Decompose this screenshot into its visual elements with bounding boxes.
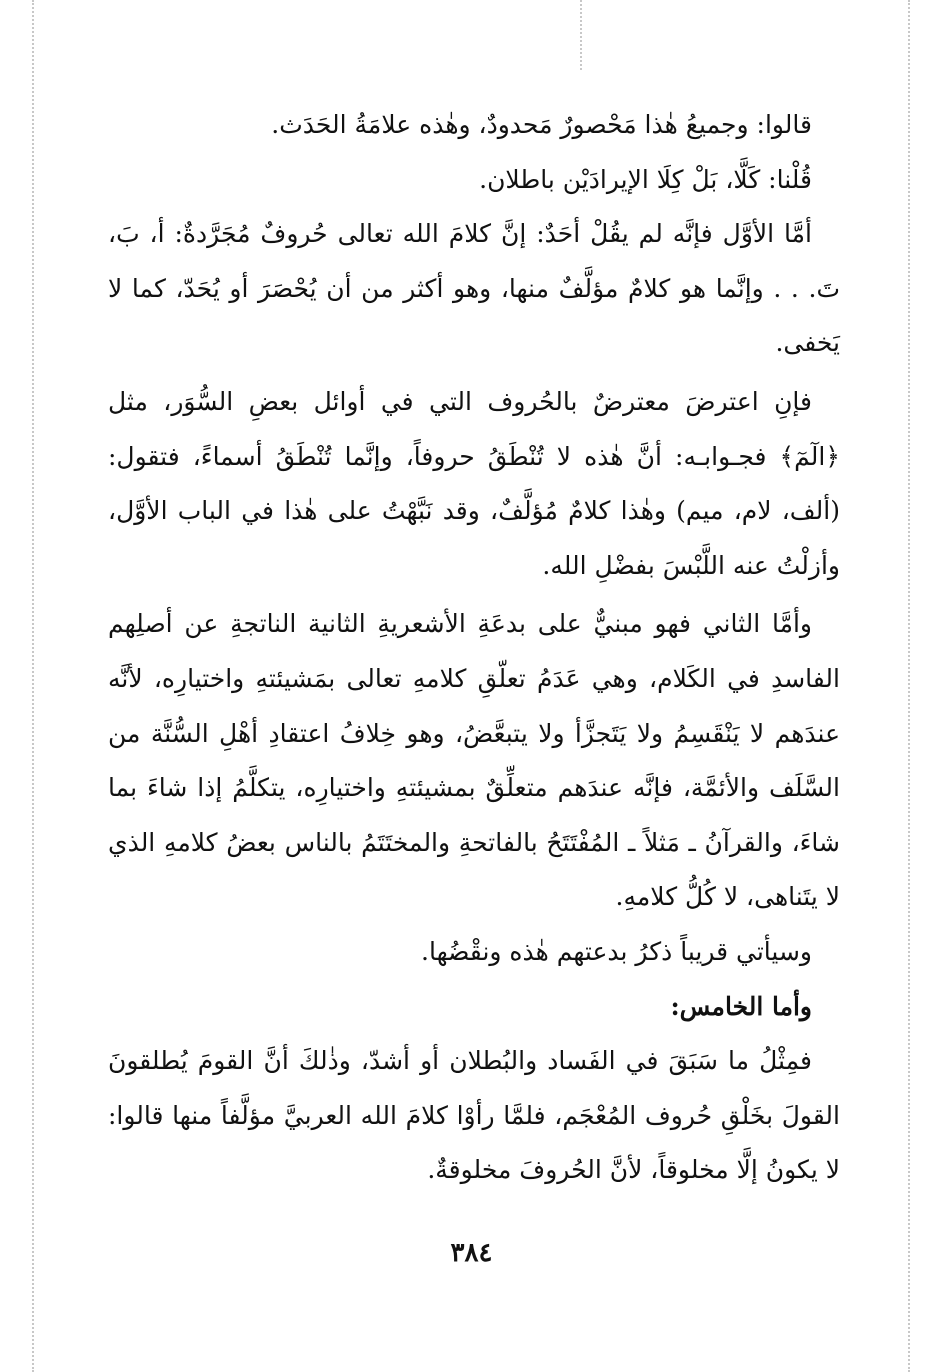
- page-number: ٣٨٤: [450, 1238, 493, 1268]
- paragraph-3: أمَّا الأوَّل فإنَّه لم يقُلْ أحَدٌ: إنَّ كلامَ الله تعالى حُروفٌ مُجَرَّدةٌ: أ، بَ، تَ. . . وإنَّما هو كلامٌ مؤلَّفٌ منها، وهو أكثر من أن يُحْصَرَ أو يُحَدّ، كما لا يَخفى.: [108, 219, 840, 358]
- paragraph-4: فإنِ اعترضَ معترضٌ بالحُروف التي في أوائل بعضِ السُّوَر، مثل ﴿الٓمٓ﴾ فجـوابـه: أنَّ هٰذه لا تُنْطَقُ حروفاً، وإنَّما تُنْطَقُ أسماءً، فتقول: (ألف، لام، ميم) وهٰذا كلامٌ مُؤلَّفٌ، وقد نَبَّهْتُ على هٰذا في الباب الأوَّل، وأزلْتُ عنه اللَّبْسَ بفضْلِ الله.: [108, 386, 841, 580]
- section-heading: وأما الخامس:: [670, 991, 812, 1021]
- scan-dotted-line-right: [908, 0, 910, 1372]
- paragraph-6: وسيأتي قريباً ذكرُ بدعتهم هٰذه ونقْضُها.: [421, 936, 812, 966]
- paragraph-2: قُلْنا: كَلَّا، بَلْ كِلَا الإيرادَيْن باطلان.: [479, 164, 812, 194]
- paragraph-1: قالوا: وجميعُ هٰذا مَحْصورٌ مَحدودٌ، وهٰذه علامَةُ الحَدَث.: [271, 110, 812, 139]
- paragraph-5: وأمَّا الثاني فهو مبنيٌّ على بدعَةِ الأشعريةِ الثانية الناتجةِ عن أصلِهم الفاسدِ في الكَلام، وهي عَدَمُ تعلّقِ كلامهِ تعالى بمَشيئتهِ واختيارِه، لأنَّه عندَهم لا يَنْقَسِمُ ولا يَتَجزَّأ ولا يتبعَّضُ، وهو خِلافُ اعتقادِ أهْلِ السُّنَّة من السَّلَف والأئمَّة، فإنَّه عندَهم متعلِّقٌ بمشيئتهِ واختيارِه، يتكلَّمُ إذا شاءَ بما شاءَ، والقرآنُ ـ مَثلاً ـ المُفْتَتَحُ بالفاتحةِ والمختَتَمُ بالناس بعضُ كلامهِ الذي لا يتَناهى، لا كُلُّ كلامهِ.: [108, 609, 840, 912]
- body-text: [108, 98, 840, 1198]
- scan-dotted-line-top: [580, 0, 582, 70]
- paragraph-7: فمِثْلُ ما سَبَقَ في الفَساد والبُطلان أو أشدّ، وذٰلكَ أنَّ القومَ يُطلقونَ القولَ بخَلْقِ حُروف المُعْجَم، فلمَّا رأوْا كلامَ الله العربيَّ مؤلَّفاً منها قالوا: لا يكونُ إلَّا مخلوقاً، لأنَّ الحُروفَ مخلوقةٌ.: [108, 1046, 840, 1185]
- scan-dotted-line-left: [32, 0, 34, 1372]
